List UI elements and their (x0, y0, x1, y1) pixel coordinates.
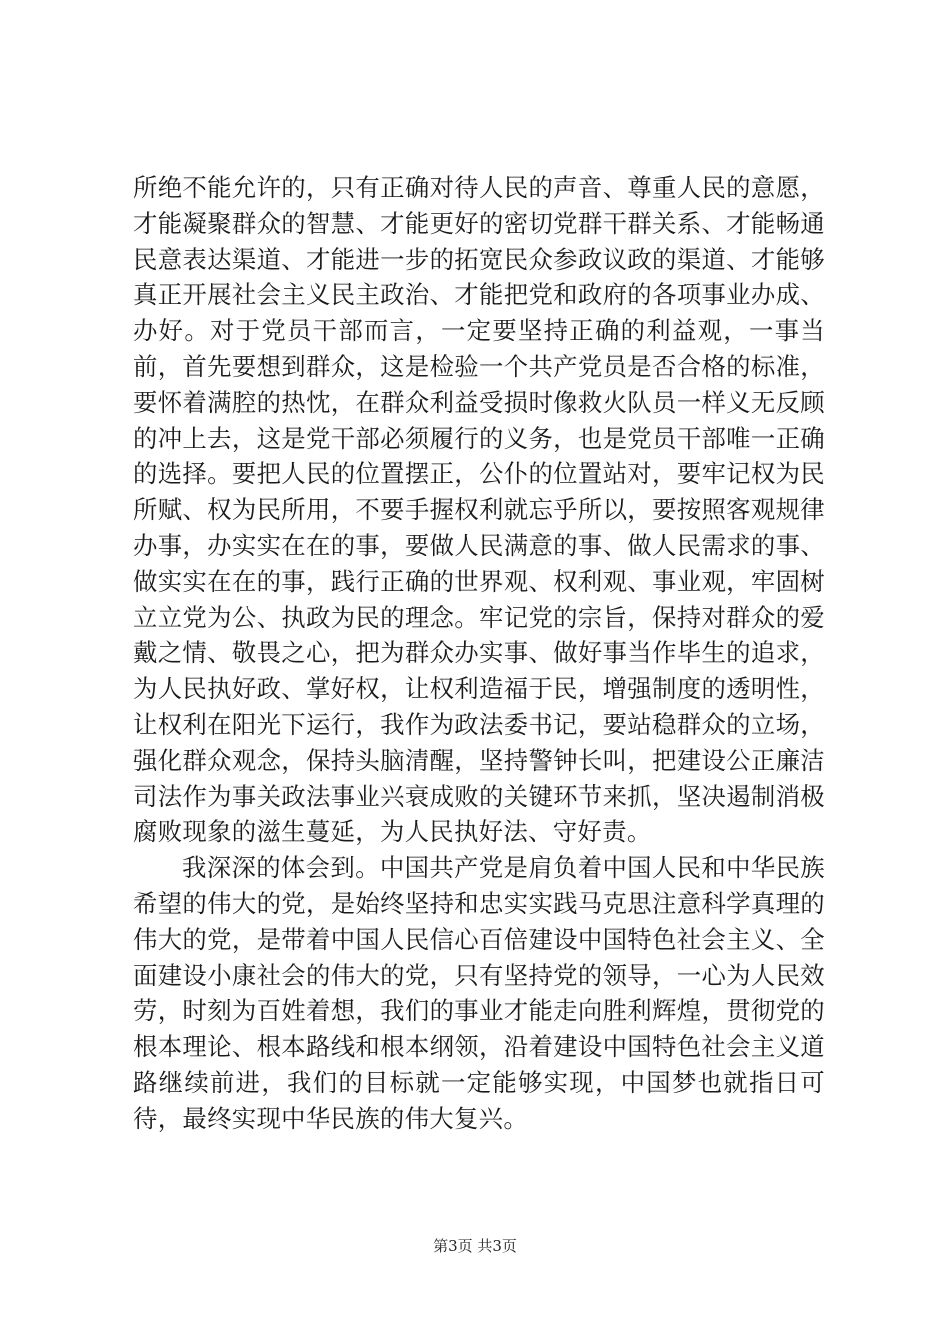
paragraph-conclusion: 我深深的体会到。中国共产党是肩负着中国人民和中华民族希望的伟大的党，是始终坚持和忠实实践马克思注意科学真理的伟大的党，是带着中国人民信心百倍建设中国特色社会主义、全面建设小康社会的伟大的党，只有坚持党的领导，一心为人民效劳，时刻为百姓着想，我们的事业才能走向胜利辉煌，贯彻党的根本理论、根本路线和根本纲领，沿着建设中国特色社会主义道路继续前进，我们的目标就一定能够实现，中国梦也就指日可待，最终实现中华民族的伟大复兴。 (133, 853, 825, 1133)
page-footer: 第3页 共3页 (433, 1237, 517, 1255)
document-body (133, 170, 825, 1137)
paragraph-continuation: 所绝不能允许的，只有正确对待人民的声音、尊重人民的意愿，才能凝聚群众的智慧、才能更好的密切党群干群关系、才能畅通民意表达渠道、才能进一步的拓宽民众参政议政的渠道、才能够真正开展社会主义民主政治、才能把党和政府的各项事业办成、办好。对于党员干部而言，一定要坚持正确的利益观，一事当前，首先要想到群众，这是检验一个共产党员是否合格的标准，要怀着满腔的热忱，在群众利益受损时像救火队员一样义无反顾的冲上去，这是党干部必须履行的义务，也是党员干部唯一正确的选择。要把人民的位置摆正，公仆的位置站对，要牢记权为民所赋、权为民所用，不要手握权利就忘乎所以，要按照客观规律办事，办实实在在的事，要做人民满意的事、做人民需求的事、做实实在在的事，践行正确的世界观、权利观、事业观，牢固树立立党为公、执政为民的理念。牢记党的宗旨，保持对群众的爱戴之情、敬畏之心，把为群众办实事、做好事当作毕生的追求，为人民执好政、掌好权，让权利造福于民，增强制度的透明性，让权利在阳光下运行，我作为政法委书记，要站稳群众的立场，强化群众观念，保持头脑清醒，坚持警钟长叫，把建设公正廉洁司法作为事关政法事业兴衰成败的关键环节来抓，坚决遏制消极腐败现象的滋生蔓延，为人民执好法、守好责。 (133, 173, 825, 847)
